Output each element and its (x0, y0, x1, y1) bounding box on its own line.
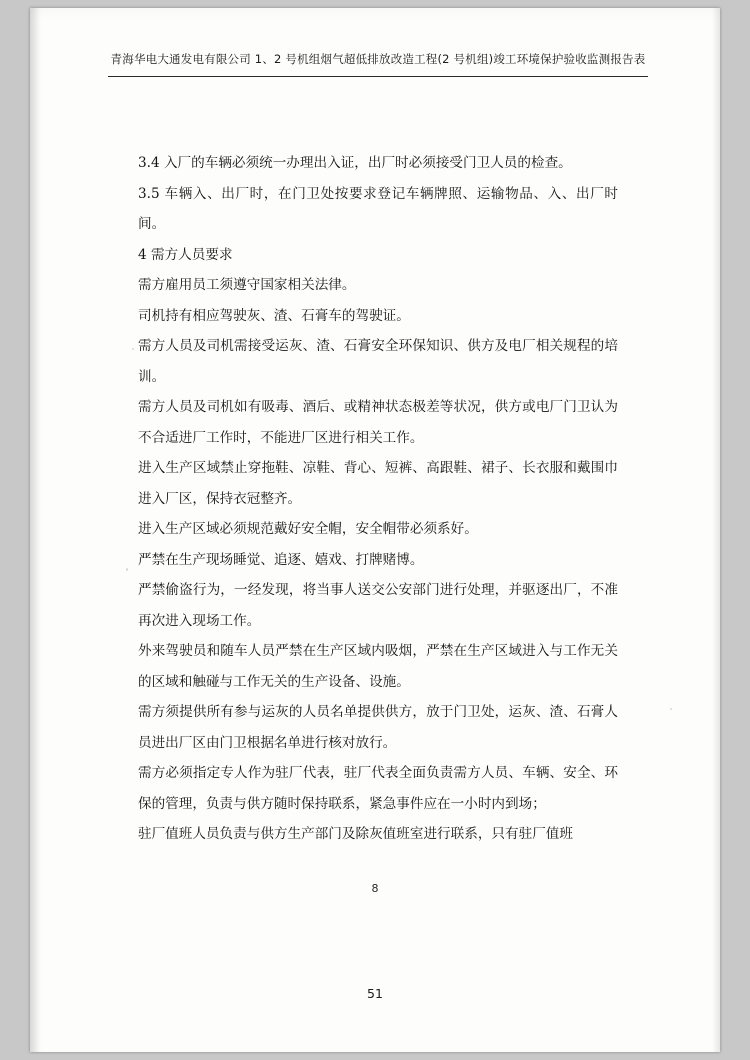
paragraph-4-6: 进入生产区域必须规范戴好安全帽，安全帽带必须系好。 (138, 521, 478, 537)
document-page (30, 8, 720, 1052)
page-header-title: 青海华电大通发电有限公司 1、2 号机组烟气超低排放改造工程(2 号机组)竣工环境保护验收监测报告表 (110, 52, 646, 66)
document-body (138, 148, 618, 850)
scan-speck (132, 348, 134, 350)
paragraph-4-3: 需方人员及司机需接受运灰、渣、石膏安全环保知识、供方及电厂相关规程的培训。 (138, 338, 618, 385)
section-heading-4: 4 需方人员要求 (138, 246, 233, 263)
paragraph-4-4: 需方人员及司机如有吸毒、酒后、或精神状态极差等状况，供方或电厂门卫认为不合适进厂工作时，不能进厂区进行相关工作。 (138, 399, 618, 446)
paragraph-3-4: 3.4 入厂的车辆必须统一办理出入证，出厂时必须接受门卫人员的检查。 (138, 155, 572, 171)
paragraph-3-5: 3.5 车辆入、出厂时，在门卫处按要求登记车辆牌照、运输物品、入、出厂时间。 (138, 185, 618, 232)
page-edge-shadow-right (712, 8, 720, 1052)
paragraph-4-8: 严禁偷盗行为，一经发现，将当事人送交公安部门进行处理，并驱逐出厂，不准再次进入现场工作。 (138, 582, 618, 629)
header-divider (108, 76, 648, 77)
scan-speck (126, 568, 128, 571)
scan-speck (670, 708, 672, 710)
page-number: 51 (367, 986, 383, 1001)
paragraph-4-7: 严禁在生产现场睡觉、追逐、嬉戏、打牌赌博。 (138, 551, 424, 568)
paragraph-4-5: 进入生产区域禁止穿拖鞋、凉鞋、背心、短裤、高跟鞋、裙子、长衣服和戴围巾进入厂区，保持衣冠整齐。 (138, 460, 618, 507)
paragraph-4-11: 需方必须指定专人作为驻厂代表，驻厂代表全面负责需方人员、车辆、安全、环保的管理，负责与供方随时保持联系，紧急事件应在一小时内到场； (138, 765, 618, 812)
paragraph-4-12: 驻厂值班人员负责与供方生产部门及除灰值班室进行联系，只有驻厂值班 (138, 826, 573, 842)
paragraph-4-1: 需方雇用员工须遵守国家相关法律。 (138, 277, 356, 293)
footnote-marker: 8 (371, 882, 379, 895)
paragraph-4-10: 需方须提供所有参与运灰的人员名单提供供方，放于门卫处，运灰、渣、石膏人员进出厂区由门卫根据名单进行核对放行。 (138, 704, 618, 751)
page-edge-shadow-left (30, 8, 40, 1052)
paragraph-4-9: 外来驾驶员和随车人员严禁在生产区域内吸烟，严禁在生产区域进入与工作无关的区域和触碰与工作无关的生产设备、设施。 (138, 643, 618, 690)
page-surface (30, 8, 720, 1052)
paragraph-4-2: 司机持有相应驾驶灰、渣、石膏车的驾驶证。 (138, 307, 410, 324)
